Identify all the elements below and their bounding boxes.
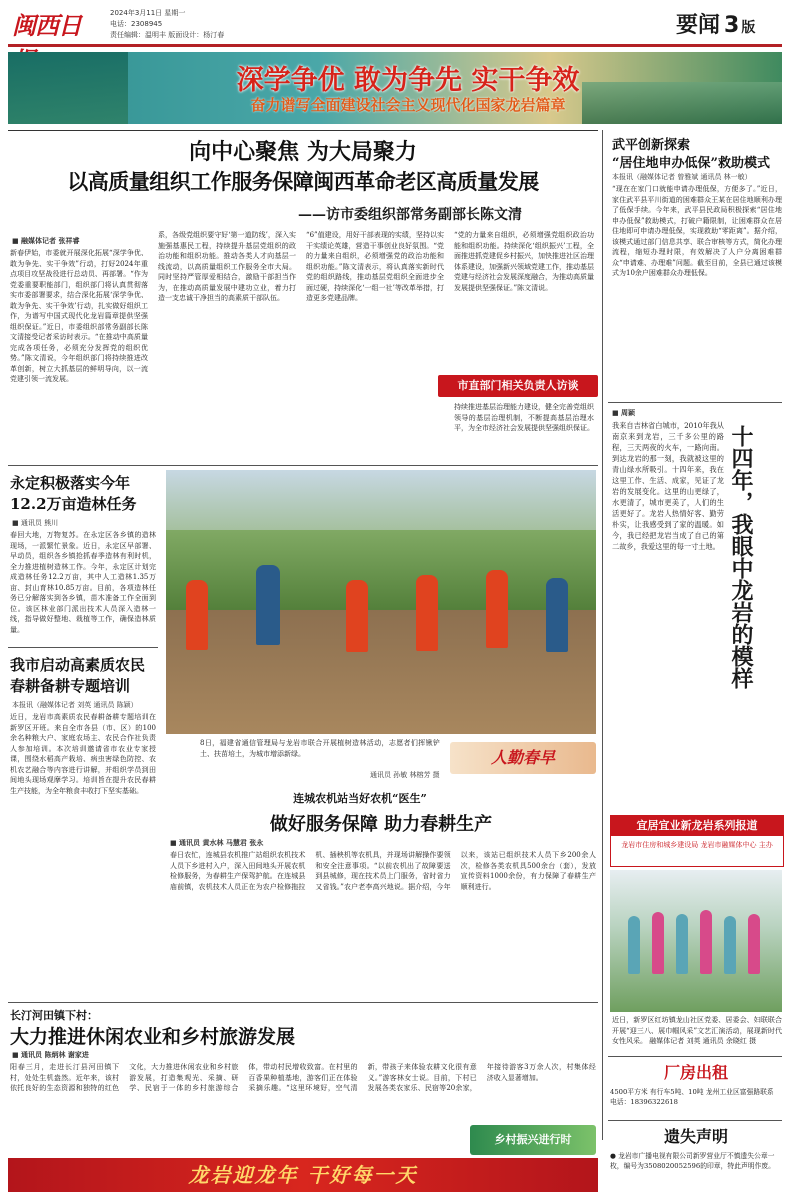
interview-stamp-text: 市直部门相关负责人访谈 [457,379,579,392]
masthead-tel: 电话：2308945 [110,20,163,28]
main-body-col1: 新春伊始，市委就开展深化拓展“深学争优、敢为争先、实干争效”行动，打好2024年重点项目攻坚战役进行总动员、再部署。“作为党委重要职能部门，组织部门将认真贯彻落实市委部署要求，结合深化拓展‘深学争优、敢为争先、实干争效’行动，扎实做好组织工作，为谱写中国式现代化龙岩篇章提供坚强组织保证。”近日，市委组织部常务副部长陈文清接受记者采访时表示。“在推动中高质量完成各项任务，必须充分发挥党的组织优势。”陈文清说，今年组织部门将持续推进改革创新，树立大抓基层的鲜明导向，以一流党建引领一流发展。 [10,249,148,383]
lost-body: ● 龙岩市广播电视有限公司新罗营业厅不慎遗失公章一枚，编号为3508020052596的印章，特此声明作废。 [610,1152,775,1170]
forest-title-2: 12.2万亩造林任务 [10,495,137,513]
photo-badge [450,742,596,774]
main-title-2: 以高质量组织工作服务保障闽西革命老区高质量发展 [67,169,539,194]
section-label: 要闻 3 版 [676,13,756,38]
tour-byline: ■ 通讯员 陈炳林 谢家进 [12,1051,89,1059]
train-title-1: 我市启动高素质农民 [10,656,146,674]
main-title-1: 向中心聚焦 为大局聚力 [189,139,417,165]
column-body: 我来自吉林省白城市，2010年我从南京来到龙岩，三千多公里的路程，三天两夜的火车，一路向南。到达龙岩的那一刻，我就被这里的青山绿水所吸引。十四年来，我在这里工作、生活、成家，见证了龙岩的发展变化。这里的山更绿了，水更清了，城市更美了，人们的生活更好了。龙岩人热情好客、勤劳朴实，让我感受到了家的温暖。如今，我已经把龙岩当成了自己的第二故乡，我爱这里的每一寸土地。 [612,421,724,551]
banner-line1: 深学争优 敢为争先 实干争效 [236,65,580,96]
main-subtitle: ——访市委组织部常务副部长陈文清 [298,207,522,223]
doctor-byline: ■ 通讯员 黄水林 马慧君 张永 [170,839,264,847]
main-top-rule [8,130,598,131]
main-body-col2: 系，各级党组织要守好‘第一道防线’，深入实施强基惠民工程，持续提升基层党组织的政治功能和组织功能。推动各类人才向基层一线流动，以高质量组织工作服务全市大局。同时坚持严管厚爱相结合，激励干部担当作为，在推动高质量发展中建功立业，着力打造一支忠诚干净担当的高素质干部队伍。 [158,231,296,302]
tour-ad [470,1125,596,1155]
factory-title: 厂房出租 [663,1063,728,1082]
train-byline: 本报讯（融媒体记者 刘英 通讯员 陈颖） [12,701,138,709]
doctor-bottom-rule [8,1002,598,1003]
lost-notice [610,1124,782,1194]
wuping-title-1: 武平创新探索 [612,138,691,153]
masthead-editors: 责任编辑：温明丰 版面设计：杨汀春 [110,31,225,39]
series-title: 宜居宜业新龙岩系列报道 [611,816,783,836]
column-divider [602,130,603,1140]
masthead-date: 2024年3月11日 星期一 [110,9,186,17]
logo-text: 闽西日 [12,11,81,40]
tour-body: 阳春三月，走进长汀县河田镇下村，处处生机盎然。近年来，该村依托良好的生态资源和独特的红色文化，大力推进休闲农业和乡村旅游发展，打造集观光、采摘、研学、民宿于一体的乡村旅游综合体，带动村民增收致富。在村里的百香果种植基地，游客们正在体验采摘乐趣。“这里环境好，空气清新，带孩子来体验农耕文化很有意义。”游客林女士说。目前，下村已发展各类农家乐、民宿等20余家，年接待游客3万余人次，村集体经济收入显著增加。 [10,1063,596,1092]
wuping-title-2: “居住地申办低保”救助模式 [612,156,770,171]
forest-byline: ■ 通讯员 熊川 [12,519,59,527]
main-body-col4b: 持续推进基层治理能力建设，健全完善党组织领导的基层治理机制，不断提高基层治理水平，为全市经济社会发展提供坚强组织保证。 [454,403,594,432]
tour-kicker: 长汀河田镇下村： [10,1009,98,1022]
series-sub: 龙岩市住房和城乡建设局 龙岩市融媒体中心 主办 [621,841,773,849]
column-byline: ■ 周颖 [612,409,636,417]
forest-title-1: 永定积极落实今年 [10,474,131,492]
footer-bar [8,1158,598,1192]
factory-ad [610,1060,782,1116]
forest-body: 春回大地，万物复苏。在永定区各乡镇的造林现场，一派繁忙景象。近日，永定区早部署、早动员，组织各乡镇抢抓春季造林有利时机，全力推进植树造林工作。今年，永定区计划完成造林任务12.2万亩，其中人工造林1.35万亩、封山育林10.85万亩。目前，各项造林任务已分解落实到各乡镇，苗木准备工作全面到位。该区林业部门派出技术人员深入造林一线，指导做好整地、栽植等工作，确保造林质量。 [10,531,156,634]
train-body: 近日，龙岩市高素质农民春耕备耕专题培训在新罗区开班。来自全市各县（市、区）的100余名种粮大户、家庭农场主、农民合作社负责人参加培训。本次培训邀请省市农业专家授课，围绕水稻高产栽培、病虫害绿色防控、农机农艺融合等内容进行讲解，并组织学员到田间地头现场观摩学习。培训旨在提升农民春耕生产技能，为全年粮食丰收打下坚实基础。 [10,713,156,795]
side-photo [610,870,782,1012]
tour-title: 大力推进休闲农业和乡村旅游发展 [10,1026,296,1048]
doctor-title: 做好服务保障 助力春耕生产 [269,814,493,835]
masthead-logo [12,6,100,40]
wuping-rule [608,402,782,403]
factory-body: 4500平方米 有行车5吨、10吨 龙州工业区富强路联系 电话：18396322618 [610,1088,774,1106]
wuping-byline: 本报讯（融媒体记者 曾雅斌 通讯员 林一敏） [612,173,752,181]
wuping-body: “现在在家门口就能申请办理低保，方便多了。”近日，家住武平县平川街道的困难群众王某在居住地顺利办理了低保手续。今年来，武平县民政局积极探索“居住地申办低保”救助模式，打破户籍限制，让困难群众在居住地即可申请办理低保，实现救助“零距离”。据介绍，该模式通过部门信息共享、联合审核等方式，简化办理流程，缩短办理时限，有效解决了人户分离困难群众“申请难、办理难”问题。截至目前，全县已通过该模式为10余户困难群众办理低保。 [612,185,782,277]
photo-badge-text: 人勤春早 [490,748,555,767]
interview-stamp [438,375,598,397]
column-title-text: 十四年，我眼中龙岩的模样 [728,425,754,689]
forest-rule [8,647,158,648]
main-body-col3: “6”值建设，用好干部表现的实绩，坚持以实干实绩论英雄，营造干事创业良好氛围。“党的力量来自组织，必须增强党的政治功能和组织功能。”陈文清表示，将认真落实新时代党的组织路线，推动基层党组织全面进步全面过硬，持续深化‘一组一社’等改革举措，打造更多党建品牌。 [306,231,444,302]
photo-credit: 通讯员 孙敏 林榕芳 摄 [370,771,440,779]
main-body-col4: “党的力量来自组织，必须增强党组织政治功能和组织功能。持续深化‘组织振兴’工程，全面推进抓党建促乡村振兴，加快推进社区治理体系建设，加强新兴领域党建工作，推动基层党建与经济社会发展深度融合，为推动高质量发展提供坚强保证。”陈文清说。 [454,231,594,292]
doctor-kicker: 连城农机站当好农机“医生” [293,792,427,805]
factory-rule [608,1120,782,1121]
train-title-2: 春耕备耕专题培训 [10,677,131,695]
series-box [610,815,784,867]
masthead-rule [8,44,782,47]
footer-slogan: 龙岩迎龙年 干好每一天 [188,1163,418,1187]
banner [8,52,782,124]
tree-planting-photo [166,470,596,734]
tour-ad-text: 乡村振兴进行时 [494,1133,572,1146]
side-photo-caption: 近日，新罗区红坊镇龙山社区党委、居委会、妇联联合开展“迎三八、展巾帼风采”文艺汇演活动，展现新时代女性风采。 融媒体记者 刘英 通讯员 余晓红 摄 [612,1016,782,1045]
column-title [728,425,782,725]
doctor-body: 春日农忙，连城县农机推广站组织农机技术人员下乡进村入户，深入田间地头开展农机检修服务，为春耕生产保驾护航。在连城县庙前镇，农机技术人员正在为农户检修拖拉机、插秧机等农机具，并现场讲解操作要领和安全注意事项。“以前农机出了故障要送到县城修，现在技术员上门服务，省时省力又省钱。”农户老李高兴地说。据介绍，今年以来，该站已组织技术人员下乡200余人次，检修各类农机具500余台（套），发放宣传资料1000余份，有力保障了春耕生产顺利进行。 [170,851,596,891]
lost-title: 遗失声明 [663,1127,728,1146]
main-bottom-rule [8,465,598,466]
banner-line2: 奋力谱写全面建设社会主义现代化国家龙岩篇章 [250,96,566,114]
main-byline: ■ 融媒体记者 张祥睿 [12,237,80,245]
photo-caption: 8日，福建省通信管理局与龙岩市联合开展植树造林活动，志愿者们挥锹铲土、扶苗培土，为城市增添新绿。 [200,739,440,758]
side-rule [608,1056,782,1057]
